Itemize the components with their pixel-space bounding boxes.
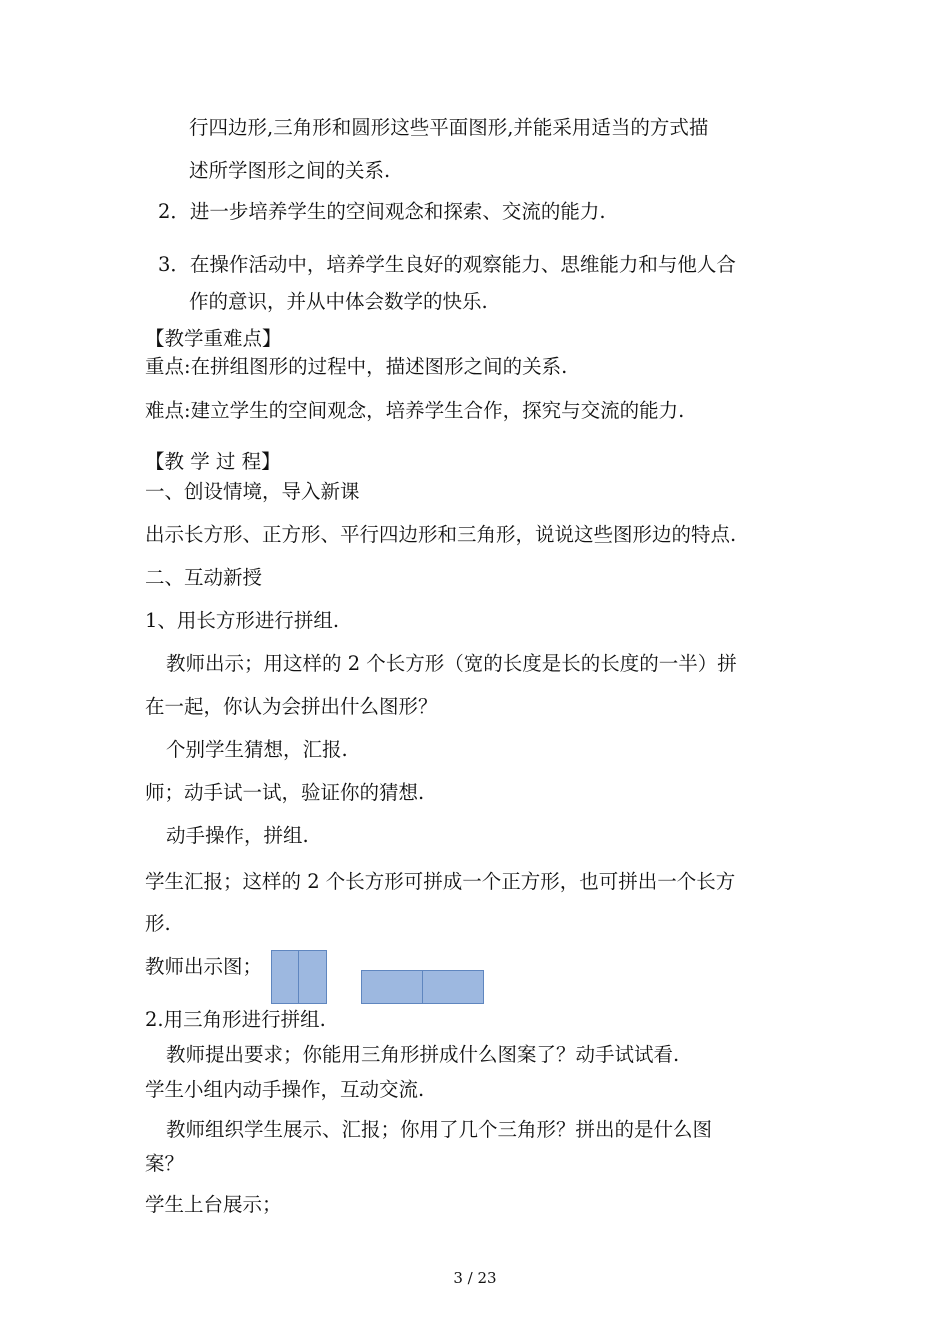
list-item-3: 3．在操作活动中，培养学生良好的观察能力、思维能力和与他人合 — [158, 253, 736, 276]
text-line: 2.用三角形进行拼组. — [145, 1008, 326, 1031]
text-line: 述所学图形之间的关系. — [189, 159, 391, 182]
text-line: 出示长方形、正方形、平行四边形和三角形，说说这些图形边的特点. — [145, 523, 737, 546]
text-line: 难点:建立学生的空间观念，培养学生合作，探究与交流的能力. — [145, 399, 685, 422]
page-number: 3 / 23 — [453, 1269, 497, 1287]
rectangle-piece — [298, 950, 327, 1004]
text-line: 师；动手试一试，验证你的猜想. — [145, 781, 425, 804]
subsection-heading: 二、互动新授 — [145, 566, 263, 589]
rectangle-piece — [271, 950, 299, 1004]
rectangle-piece — [361, 970, 423, 1004]
text-line: 教师组织学生展示、汇报；你用了几个三角形？拼出的是什么图 — [166, 1118, 713, 1141]
text-line: 学生汇报；这样的 2 个长方形可拼成一个正方形，也可拼出一个长方 — [145, 870, 736, 893]
text-line: 教师提出要求；你能用三角形拼成什么图案了？动手试试看. — [166, 1043, 680, 1066]
text-line: 个别学生猜想，汇报. — [166, 738, 348, 761]
text-line: 案？ — [145, 1152, 185, 1175]
text-line: 教师出示图； — [145, 955, 263, 978]
text-line: 学生小组内动手操作，互动交流. — [145, 1078, 425, 1101]
text-line: 动手操作，拼组. — [166, 824, 309, 847]
text-line: 教师出示；用这样的 2 个长方形（宽的长度是长的长度的一半）拼 — [166, 652, 737, 675]
subsection-heading: 一、创设情境，导入新课 — [145, 480, 360, 503]
text-line: 作的意识，并从中体会数学的快乐. — [189, 290, 488, 313]
long-rectangle-figure — [361, 970, 484, 1004]
text-line: 重点:在拼组图形的过程中，描述图形之间的关系. — [145, 355, 568, 378]
text-line: 形. — [145, 912, 171, 935]
text-line: 1、用长方形进行拼组. — [145, 609, 340, 632]
list-item-2: 2．进一步培养学生的空间观念和探索、交流的能力. — [158, 200, 606, 223]
square-figure — [271, 950, 327, 1004]
section-heading-process: 【教 学 过 程】 — [145, 450, 281, 473]
text-line: 行四边形,三角形和圆形这些平面图形,并能采用适当的方式描 — [189, 116, 709, 139]
rectangle-piece — [422, 970, 484, 1004]
section-heading-key-points: 【教学重难点】 — [145, 327, 282, 350]
text-line: 学生上台展示； — [145, 1193, 282, 1216]
text-line: 在一起，你认为会拼出什么图形？ — [145, 695, 438, 718]
